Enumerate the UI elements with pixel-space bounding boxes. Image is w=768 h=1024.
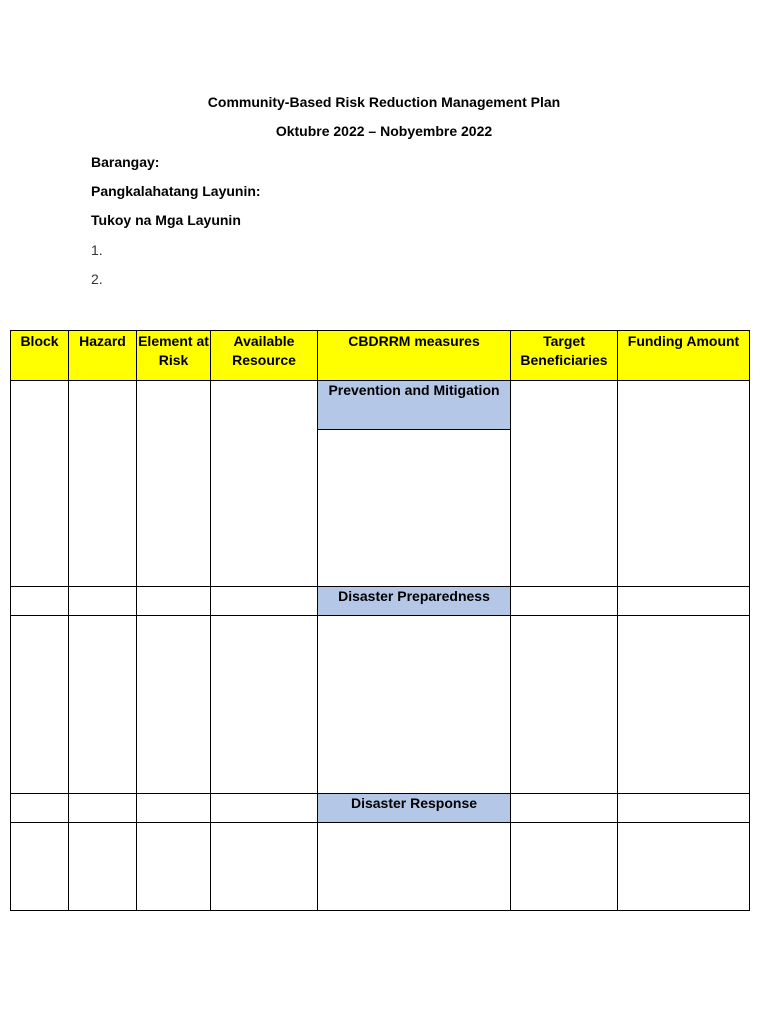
section-disaster-preparedness: Disaster Preparedness	[318, 587, 511, 616]
table-cell	[69, 381, 137, 587]
table-cell	[69, 794, 137, 823]
table-cell	[618, 381, 750, 587]
header-row	[11, 331, 750, 381]
header-block: Block	[11, 331, 69, 381]
table-cell	[11, 381, 69, 587]
table-cell	[137, 823, 211, 911]
table-row	[11, 794, 750, 823]
table-cell	[11, 587, 69, 616]
barangay-label: Barangay:	[91, 154, 160, 170]
table-cell	[137, 381, 211, 587]
table-cell	[211, 823, 318, 911]
table-cell	[211, 381, 318, 587]
header-target-beneficiaries: Target Beneficiaries	[511, 331, 618, 381]
table-cell	[318, 430, 511, 587]
table-cell	[211, 794, 318, 823]
table-row	[11, 381, 750, 430]
table-cell	[137, 794, 211, 823]
table-cell	[69, 823, 137, 911]
table-cell	[11, 823, 69, 911]
section-prevention-mitigation: Prevention and Mitigation	[318, 381, 511, 430]
table-cell	[69, 616, 137, 794]
table-cell	[618, 794, 750, 823]
table-cell	[511, 381, 618, 587]
table-cell	[511, 823, 618, 911]
specific-objectives-label: Tukoy na Mga Layunin	[91, 212, 241, 228]
table-row	[11, 616, 750, 794]
table-cell	[211, 616, 318, 794]
header-element-at-risk: Element at Risk	[137, 331, 211, 381]
table-row	[11, 823, 750, 911]
general-objective-label: Pangkalahatang Layunin:	[91, 183, 261, 199]
table-cell	[318, 823, 511, 911]
plan-table	[10, 330, 750, 911]
numbered-item-2: 2.	[91, 271, 103, 287]
table-cell	[318, 616, 511, 794]
header-measures: CBDRRM measures	[318, 331, 511, 381]
header-funding-amount: Funding Amount	[618, 331, 750, 381]
table-cell	[618, 587, 750, 616]
document-title: Community-Based Risk Reduction Management Plan	[207, 94, 561, 110]
table-cell	[511, 616, 618, 794]
document-period: Oktubre 2022 – Nobyembre 2022	[275, 123, 493, 139]
table-cell	[618, 616, 750, 794]
table-row	[11, 587, 750, 616]
header-available-resource: Available Resource	[211, 331, 318, 381]
table-cell	[11, 616, 69, 794]
table-cell	[211, 587, 318, 616]
table-cell	[618, 823, 750, 911]
numbered-item-1: 1.	[91, 242, 103, 258]
table-cell	[137, 616, 211, 794]
table-cell	[69, 587, 137, 616]
header-hazard: Hazard	[69, 331, 137, 381]
table-cell	[11, 794, 69, 823]
section-disaster-response: Disaster Response	[318, 794, 511, 823]
table-cell	[511, 794, 618, 823]
table-cell	[137, 587, 211, 616]
table-cell	[511, 587, 618, 616]
